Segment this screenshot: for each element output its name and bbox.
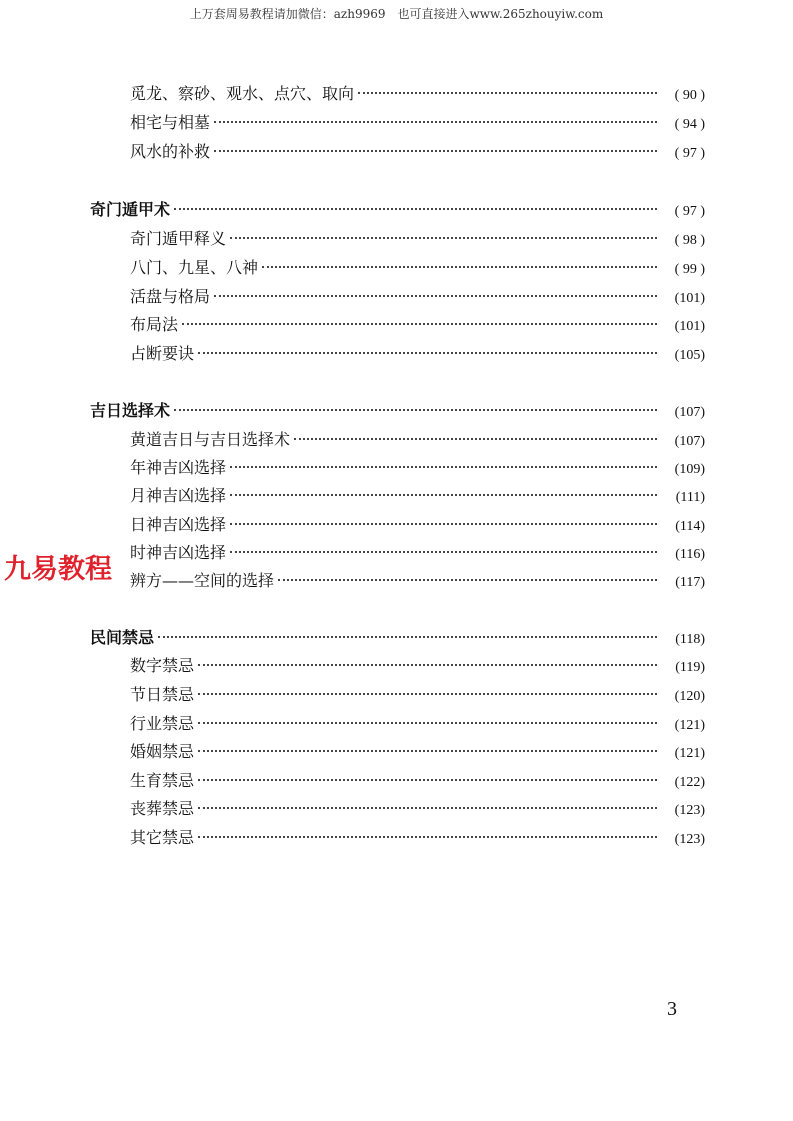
dot-leader: [214, 121, 657, 123]
toc-entry[interactable]: [130, 455, 705, 479]
dot-leader: [198, 722, 657, 724]
dot-leader: [198, 779, 657, 781]
toc-entry-title: 相宅与相墓: [130, 113, 211, 132]
toc-entry[interactable]: [130, 568, 705, 592]
toc-entry-title: 行业禁忌: [130, 714, 195, 733]
toc-entry-title: 奇门遁甲释义: [130, 229, 227, 248]
dot-leader: [214, 295, 657, 297]
toc-entry-page: ( 94 ): [674, 117, 705, 132]
toc-entry-title: 年神吉凶选择: [130, 458, 227, 477]
toc-entry-page: (117): [675, 575, 705, 590]
toc-entry[interactable]: [130, 341, 705, 365]
toc-entry-title: 风水的补救: [130, 142, 211, 161]
dot-leader: [230, 494, 657, 496]
dot-leader: [198, 750, 657, 752]
toc-entry-title: 八门、九星、八神: [130, 258, 259, 277]
toc-entry-page: (123): [674, 803, 705, 818]
toc-section-title: 奇门遁甲术: [90, 200, 171, 219]
toc-entry[interactable]: [130, 825, 705, 849]
toc-entry-page: (101): [674, 291, 705, 306]
toc-entry-page: ( 99 ): [674, 262, 705, 277]
toc-entry[interactable]: [130, 796, 705, 820]
toc-entry[interactable]: [130, 427, 705, 451]
toc-entry-page: (123): [674, 832, 705, 847]
toc-entry[interactable]: [130, 512, 705, 536]
toc-entry[interactable]: [130, 653, 705, 677]
dot-leader: [294, 438, 657, 440]
dot-leader: [230, 523, 657, 525]
toc-entry-title: 丧葬禁忌: [130, 799, 195, 818]
toc-section-page: (118): [675, 632, 705, 647]
toc-entry-page: (121): [674, 718, 705, 733]
toc-entry-title: 婚姻禁忌: [130, 742, 195, 761]
dot-leader: [262, 266, 657, 268]
toc-section-page: (107): [674, 405, 705, 420]
toc-entry[interactable]: [130, 483, 705, 507]
toc-entry-title: 数字禁忌: [130, 656, 195, 675]
dot-leader: [214, 150, 657, 152]
watermark: 九易教程: [4, 547, 112, 586]
toc-entry-page: ( 98 ): [674, 233, 705, 248]
toc-entry-page: (120): [674, 689, 705, 704]
toc-entry-page: (121): [674, 746, 705, 761]
toc-entry-title: 占断要诀: [130, 344, 195, 363]
toc-entry[interactable]: [130, 682, 705, 706]
toc-entry-title: 辨方——空间的选择: [130, 571, 275, 590]
toc-entry-page: ( 97 ): [674, 146, 705, 161]
toc-entry-title: 活盘与格局: [130, 287, 211, 306]
toc-section-title: 民间禁忌: [90, 628, 155, 647]
dot-leader: [358, 92, 657, 94]
toc-section-title: 吉日选择术: [90, 401, 171, 420]
dot-leader: [174, 409, 657, 411]
toc-entry[interactable]: [130, 711, 705, 735]
toc-entry[interactable]: [130, 768, 705, 792]
page-number: 3: [667, 998, 677, 1020]
toc-section[interactable]: [90, 398, 705, 422]
toc-entry-page: (101): [674, 319, 705, 334]
toc-entry[interactable]: [130, 226, 705, 250]
dot-leader: [182, 323, 657, 325]
dot-leader: [198, 836, 657, 838]
toc-entry-page: (105): [674, 348, 705, 363]
toc-entry-page: (122): [674, 775, 705, 790]
toc-entry[interactable]: [130, 110, 705, 134]
toc-entry-title: 时神吉凶选择: [130, 543, 227, 562]
toc-entry-page: ( 90 ): [674, 88, 705, 103]
toc-entry[interactable]: [130, 81, 705, 105]
toc-entry-title: 节日禁忌: [130, 685, 195, 704]
dot-leader: [278, 579, 657, 581]
dot-leader: [230, 466, 657, 468]
toc-entry-title: 月神吉凶选择: [130, 486, 227, 505]
toc-entry-page: (119): [675, 660, 705, 675]
dot-leader: [158, 636, 657, 638]
toc-entry[interactable]: [130, 139, 705, 163]
toc-section-page: ( 97 ): [674, 204, 705, 219]
toc-entry[interactable]: [130, 540, 705, 564]
toc-entry[interactable]: [130, 739, 705, 763]
toc-entry-page: (116): [675, 547, 705, 562]
dot-leader: [230, 551, 657, 553]
dot-leader: [174, 208, 657, 210]
toc-entry[interactable]: [130, 284, 705, 308]
dot-leader: [230, 237, 657, 239]
toc-entry[interactable]: [130, 255, 705, 279]
toc-entry-title: 日神吉凶选择: [130, 515, 227, 534]
toc-entry-title: 布局法: [130, 315, 179, 334]
toc-entry-title: 觅龙、察砂、观水、点穴、取向: [130, 84, 355, 103]
toc-entry-title: 生育禁忌: [130, 771, 195, 790]
toc-entry-page: (114): [675, 519, 705, 534]
dot-leader: [198, 807, 657, 809]
toc-entry-page: (111): [675, 490, 705, 505]
toc-entry-title: 黄道吉日与吉日选择术: [130, 430, 291, 449]
toc-section[interactable]: [90, 625, 705, 649]
toc-entry-page: (107): [674, 434, 705, 449]
toc-entry-title: 其它禁忌: [130, 828, 195, 847]
toc-entry-page: (109): [674, 462, 705, 477]
dot-leader: [198, 664, 657, 666]
dot-leader: [198, 352, 657, 354]
page-header: 上万套周易教程请加微信：azh9969 也可直接进入www.265zhouyiw.com: [189, 7, 604, 21]
dot-leader: [198, 693, 657, 695]
toc-section[interactable]: [90, 197, 705, 221]
toc-entry[interactable]: [130, 312, 705, 336]
